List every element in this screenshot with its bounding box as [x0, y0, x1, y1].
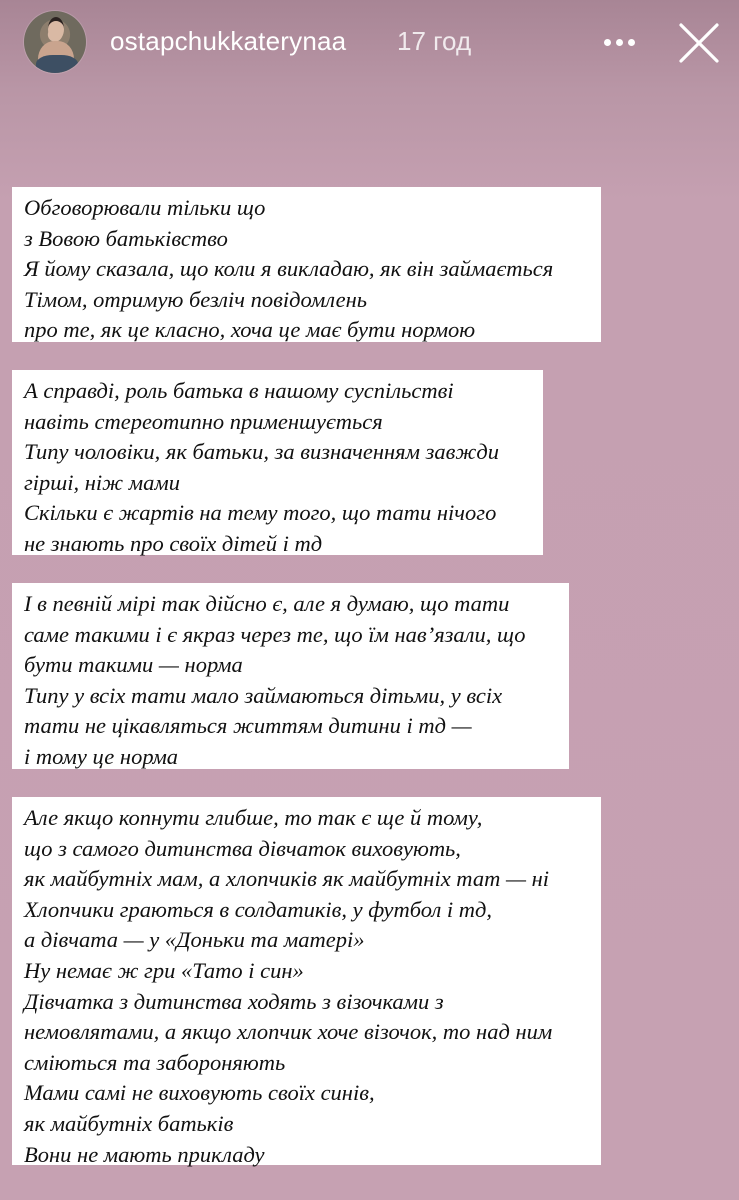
text-block-4	[12, 797, 601, 1165]
text-line: не знають про своїх дітей і тд	[24, 530, 323, 556]
text-line: Я йому сказала, що коли я викладаю, як він займається	[24, 256, 554, 282]
username-link[interactable]: ostapchukkaterynaa	[110, 26, 347, 56]
avatar-head-shape	[48, 17, 64, 41]
text-line: Скільки є жартів на тему того, що тати нічого	[24, 500, 497, 526]
text-line: Обговорювали тільки що	[24, 195, 266, 220]
text-line: про те, як це класно, хоча це має бути нормою	[24, 317, 476, 343]
text-line: бути такими — норма	[24, 652, 243, 678]
text-line: Дівчатка з дитинства ходять з візочками з	[24, 988, 444, 1014]
more-horizontal-icon	[604, 39, 611, 46]
text-line: Мами самі не виховують своїх синів,	[24, 1080, 375, 1106]
avatar-dress-shape	[36, 55, 78, 73]
text-line: що з самого дитинства дівчаток виховують,	[24, 835, 461, 861]
close-button[interactable]	[676, 20, 722, 66]
text-line: Вони не мають прикладу	[24, 1141, 265, 1167]
text-line: Тімом, отримую безліч повідомлень	[24, 286, 368, 312]
text-line: як майбутніх мам, а хлопчиків як майбутніх тат — ні	[24, 866, 550, 892]
text-line: з Вовою батьківство	[24, 225, 228, 251]
story-header	[0, 0, 739, 90]
post-time: 17 год	[397, 26, 472, 56]
text-line: гірші, ніж мами	[24, 469, 180, 495]
more-horizontal-icon	[628, 39, 635, 46]
text-line: тати не цікавляться життям дитини і тд —	[24, 713, 472, 739]
text-line: а дівчата — у «Доньки та матері»	[24, 927, 365, 953]
text-line: і тому це норма	[24, 743, 179, 769]
text-line: сміються та забороняють	[24, 1049, 286, 1075]
text-block-2	[12, 370, 543, 555]
text-line: А справді, роль батька в нашому суспільстві	[24, 378, 454, 403]
more-horizontal-icon	[616, 39, 623, 46]
close-icon	[676, 20, 722, 66]
text-line: Хлопчики граються в солдатиків, у футбол і тд,	[24, 896, 493, 922]
text-line: Ну немає ж гри «Тато і син»	[24, 957, 304, 983]
text-line: як майбутніх батьків	[24, 1110, 234, 1136]
more-options-button[interactable]	[602, 32, 638, 52]
text-line: навіть стереотипно применшується	[24, 408, 383, 434]
text-line: саме такими і є якраз через те, що їм нав’язали, що	[24, 621, 526, 647]
text-block-3	[12, 583, 569, 769]
text-line: Типу у всіх тати мало займаються дітьми, у всіх	[24, 682, 503, 708]
text-line: І в певній мірі так дійсно є, але я думаю, що тати	[24, 591, 510, 616]
text-line: Типу чоловіки, як батьки, за визначенням завжди	[24, 439, 499, 465]
text-block-1	[12, 187, 601, 342]
avatar[interactable]	[24, 11, 86, 73]
text-line: Але якщо копнути глибше, то так є ще й тому,	[24, 805, 483, 830]
text-line: немовлятами, а якщо хлопчик хоче візочок, то над ним	[24, 1019, 553, 1045]
